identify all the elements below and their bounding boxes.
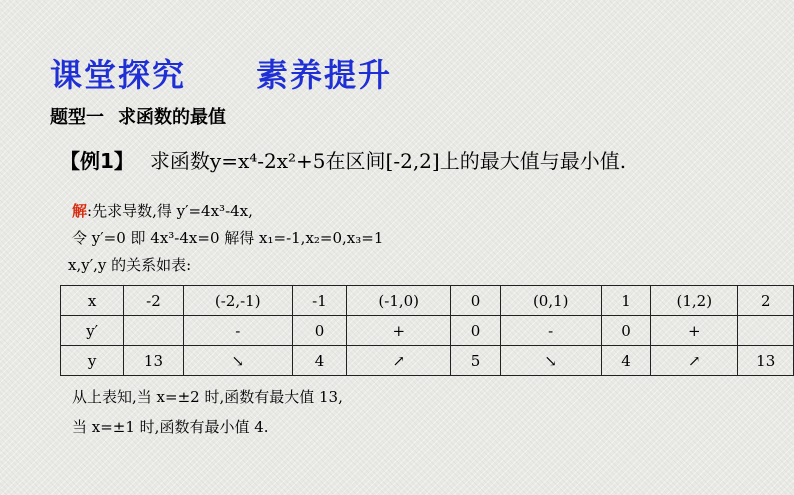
table-cell: - bbox=[500, 316, 601, 346]
table-cell: ↗ bbox=[651, 346, 738, 376]
table-cell: (1,2) bbox=[651, 286, 738, 316]
table-cell: (-1,0) bbox=[347, 286, 451, 316]
table-cell: ↗ bbox=[347, 346, 451, 376]
table-cell bbox=[738, 316, 794, 346]
table-cell: 4 bbox=[292, 346, 346, 376]
conclusion-line-1: 从上表知,当 x=±2 时,函数有最大值 13, bbox=[72, 388, 343, 406]
table-cell: 5 bbox=[451, 346, 500, 376]
table-cell: x bbox=[61, 286, 124, 316]
table-cell: (-2,-1) bbox=[183, 286, 292, 316]
table-cell: -2 bbox=[124, 286, 183, 316]
table-row bbox=[61, 346, 794, 376]
table-cell: -1 bbox=[292, 286, 346, 316]
table-cell: ↘ bbox=[183, 346, 292, 376]
example-text: 求函数y=x⁴-2x²+5在区间[-2,2]上的最大值与最小值. bbox=[149, 149, 627, 173]
table-cell: 0 bbox=[451, 286, 500, 316]
table-cell: 0 bbox=[292, 316, 346, 346]
solution-line-2: 令 y′=0 即 4x³-4x=0 解得 x₁=-1,x₂=0,x₃=1 bbox=[72, 229, 384, 247]
example-tag: 【例1】 bbox=[60, 149, 134, 173]
table-row bbox=[61, 286, 794, 316]
heading-left: 课堂探究 bbox=[50, 56, 187, 94]
table-cell: 13 bbox=[738, 346, 794, 376]
problem-type-heading bbox=[50, 103, 226, 129]
section-heading bbox=[50, 50, 392, 96]
table-cell: - bbox=[183, 316, 292, 346]
table-cell: y bbox=[61, 346, 124, 376]
table-cell: 0 bbox=[451, 316, 500, 346]
problem-type-topic: 求函数的最值 bbox=[118, 107, 226, 128]
table-cell bbox=[124, 316, 183, 346]
table-cell: 13 bbox=[124, 346, 183, 376]
solution-label: 解 bbox=[72, 202, 88, 220]
table-cell: + bbox=[347, 316, 451, 346]
solution-line-1-text: :先求导数,得 y′=4x³-4x, bbox=[87, 202, 253, 220]
table-cell: 1 bbox=[601, 286, 650, 316]
table-cell: 0 bbox=[601, 316, 650, 346]
table-cell: 2 bbox=[738, 286, 794, 316]
variation-table bbox=[60, 285, 794, 376]
problem-type-label: 题型一 bbox=[50, 107, 104, 128]
solution-line-3: x,y′,y 的关系如表: bbox=[68, 256, 192, 274]
solution-block bbox=[68, 198, 384, 279]
heading-right: 素养提升 bbox=[256, 56, 393, 94]
table-cell: + bbox=[651, 316, 738, 346]
table-cell: (0,1) bbox=[500, 286, 601, 316]
solution-line-1 bbox=[72, 198, 383, 225]
conclusion-line-2: 当 x=±1 时,函数有最小值 4. bbox=[72, 418, 269, 436]
table-cell: y′ bbox=[61, 316, 124, 346]
table-cell: ↘ bbox=[500, 346, 601, 376]
table-row bbox=[61, 316, 794, 346]
example-statement bbox=[60, 145, 626, 174]
conclusion-block bbox=[72, 382, 343, 442]
table-cell: 4 bbox=[601, 346, 650, 376]
